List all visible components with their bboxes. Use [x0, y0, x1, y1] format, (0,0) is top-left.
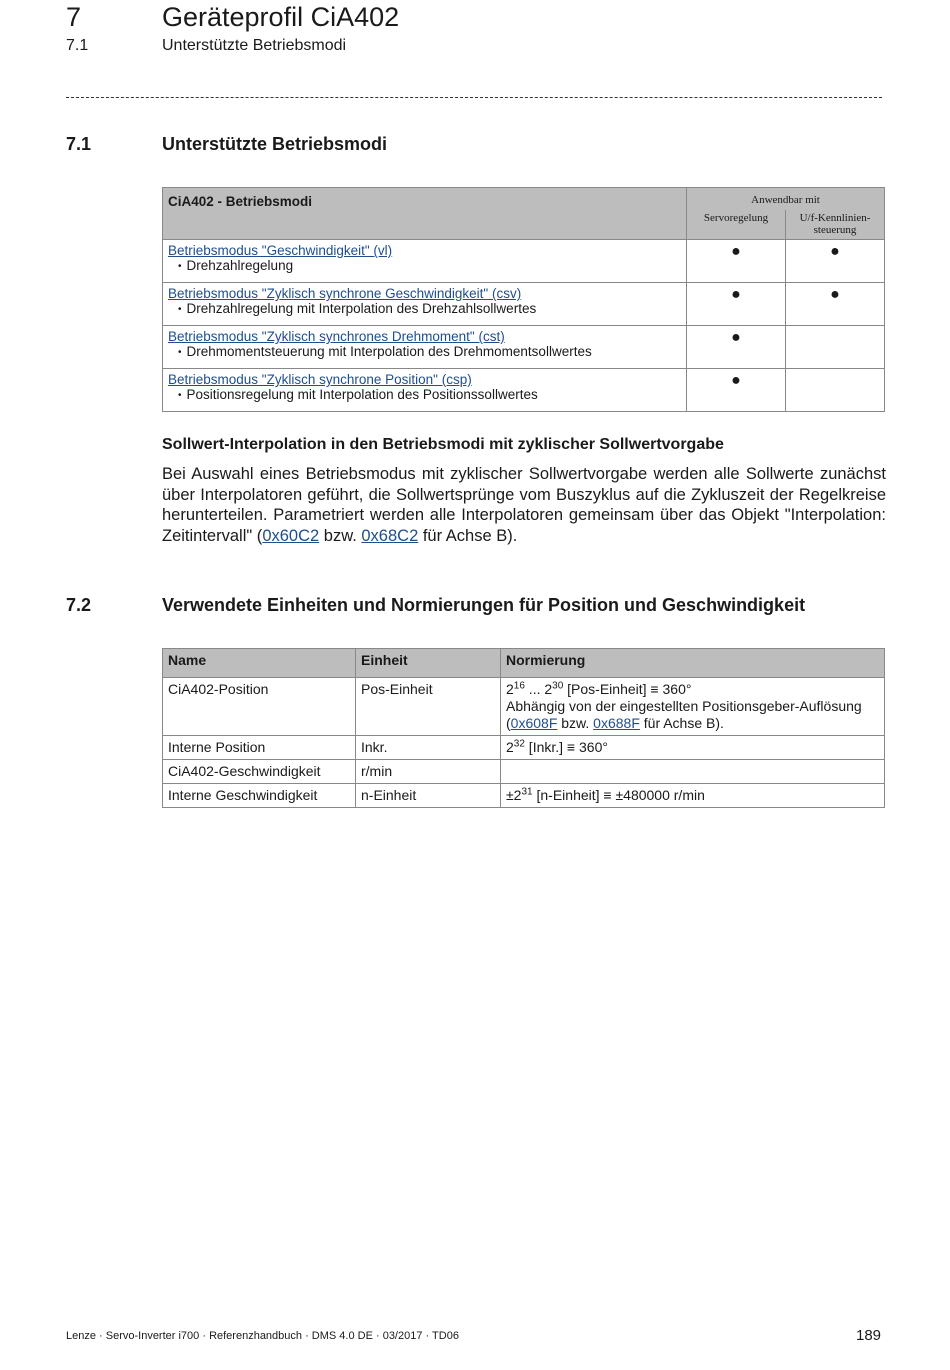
- norm-exponent: 31: [521, 786, 533, 798]
- mode-link-vl[interactable]: Betriebsmodus "Geschwindigkeit" (vl): [168, 243, 393, 258]
- table-row: [163, 784, 885, 808]
- cell-name: Interne Geschwindigkeit: [163, 784, 356, 808]
- table-header-modes: CiA402 - Betriebsmodi: [163, 188, 687, 240]
- mode-link-csp[interactable]: Betriebsmodus "Zyklisch synchrone Position" (csp): [168, 372, 472, 387]
- interpolation-paragraph: [162, 464, 886, 546]
- norm-mid: ... 2: [524, 681, 553, 697]
- norm-exponent: 30: [552, 680, 564, 692]
- cell-unit: r/min: [356, 760, 501, 784]
- cell-unit: n-Einheit: [356, 784, 501, 808]
- chapter-title: Geräteprofil CiA402: [162, 2, 400, 32]
- norm-note: Abhängig von der eingestellten Positionsgeber-Auflösung: [506, 698, 862, 714]
- cell-normalization: [501, 678, 885, 736]
- norm-note-mid: bzw.: [557, 715, 594, 731]
- cell-normalization: [501, 760, 885, 784]
- page-number: 189: [856, 1327, 882, 1344]
- paragraph-text-2: bzw.: [319, 526, 362, 545]
- servo-support-dot: ●: [687, 369, 786, 412]
- table-row: [163, 678, 885, 736]
- mode-cell: [163, 369, 687, 412]
- mode-cell: [163, 326, 687, 369]
- norm-rest: [Pos-Einheit] ≡ 360°: [563, 681, 692, 697]
- header-divider: [66, 97, 882, 98]
- uf-support-dot: [786, 326, 885, 369]
- section-1-number: 7.1: [66, 134, 92, 154]
- column-header-unit: Einheit: [356, 649, 501, 678]
- operating-modes-table: [162, 187, 885, 412]
- table-row: [163, 283, 885, 326]
- norm-exponent: 16: [513, 680, 525, 692]
- link-0x60C2[interactable]: 0x60C2: [262, 526, 320, 545]
- table-header-uf: [786, 210, 885, 240]
- link-0x608F[interactable]: 0x608F: [510, 715, 558, 731]
- uf-support-dot: [786, 369, 885, 412]
- table-header-uf-line2: steuerung: [813, 224, 857, 236]
- table-header-applicable: Anwendbar mit: [687, 188, 885, 211]
- cell-name: Interne Position: [163, 736, 356, 760]
- norm-rest: [n-Einheit] ≡ ±480000 r/min: [532, 787, 705, 803]
- norm-base: 2: [506, 739, 514, 755]
- servo-support-dot: ●: [687, 240, 786, 283]
- table-header-servo: Servoregelung: [687, 210, 786, 240]
- interpolation-heading: Sollwert-Interpolation in den Betriebsmodi mit zyklischer Sollwertvorgabe: [162, 436, 724, 453]
- uf-support-dot: ●: [786, 240, 885, 283]
- norm-base: 2: [506, 681, 514, 697]
- paragraph-text-1: Bei Auswahl eines Betriebsmodus mit zyklischer Sollwertvorgabe werden alle Sollwerte zunächst über Interpolatoren geführt, die Sollwertsprünge vom Buszyklus auf die Zykluszeit der Regelkreise herunterteilen. Parametriert werden alle Interpolatoren gemeinsam über das Objekt "Interpolation: Zeitintervall" (: [162, 465, 886, 545]
- servo-support-dot: ●: [687, 326, 786, 369]
- norm-rest: [Inkr.] ≡ 360°: [524, 739, 608, 755]
- header-section-title: Unterstützte Betriebsmodi: [162, 37, 347, 54]
- mode-cell: [163, 240, 687, 283]
- cell-normalization: [501, 736, 885, 760]
- footer-text: Lenze · Servo-Inverter i700 · Referenzhandbuch · DMS 4.0 DE · 03/2017 · TD06: [66, 1330, 459, 1342]
- norm-note-end: für Achse B).: [639, 715, 724, 731]
- table-row: [163, 326, 885, 369]
- paragraph-text-3: für Achse B).: [418, 526, 518, 545]
- section-2-title: Verwendete Einheiten und Normierungen für Position und Geschwindigkeit: [162, 595, 806, 615]
- mode-link-cst[interactable]: Betriebsmodus "Zyklisch synchrones Drehmoment" (cst): [168, 329, 505, 344]
- table-row: [163, 240, 885, 283]
- mode-cell: [163, 283, 687, 326]
- mode-link-csv[interactable]: Betriebsmodus "Zyklisch synchrone Geschwindigkeit" (csv): [168, 286, 522, 301]
- norm-exponent: 32: [513, 738, 525, 750]
- link-0x688F[interactable]: 0x688F: [593, 715, 640, 731]
- mode-description: • Drehzahlregelung: [168, 258, 681, 273]
- chapter-number: 7: [66, 2, 82, 32]
- link-0x68C2[interactable]: 0x68C2: [361, 526, 419, 545]
- cell-normalization: [501, 784, 885, 808]
- section-1-title: Unterstützte Betriebsmodi: [162, 134, 388, 154]
- header-section-number: 7.1: [66, 37, 89, 54]
- table-row: [163, 760, 885, 784]
- cell-name: CiA402-Position: [163, 678, 356, 736]
- column-header-normalization: Normierung: [501, 649, 885, 678]
- norm-note-open: (: [506, 715, 511, 731]
- cell-unit: Inkr.: [356, 736, 501, 760]
- cell-unit: Pos-Einheit: [356, 678, 501, 736]
- mode-description: • Positionsregelung mit Interpolation des Positionssollwertes: [168, 387, 681, 402]
- column-header-name: Name: [163, 649, 356, 678]
- cell-name: CiA402-Geschwindigkeit: [163, 760, 356, 784]
- mode-description: • Drehmomentsteuerung mit Interpolation des Drehmomentsollwertes: [168, 344, 681, 359]
- uf-support-dot: ●: [786, 283, 885, 326]
- section-2-number: 7.2: [66, 595, 92, 615]
- table-header-uf-line1: U/f-Kennlinien-: [799, 212, 871, 224]
- norm-base: ±2: [506, 787, 522, 803]
- servo-support-dot: ●: [687, 283, 786, 326]
- table-row: [163, 736, 885, 760]
- units-table: [162, 648, 885, 808]
- table-row: [163, 369, 885, 412]
- mode-description: • Drehzahlregelung mit Interpolation des Drehzahlsollwertes: [168, 301, 681, 316]
